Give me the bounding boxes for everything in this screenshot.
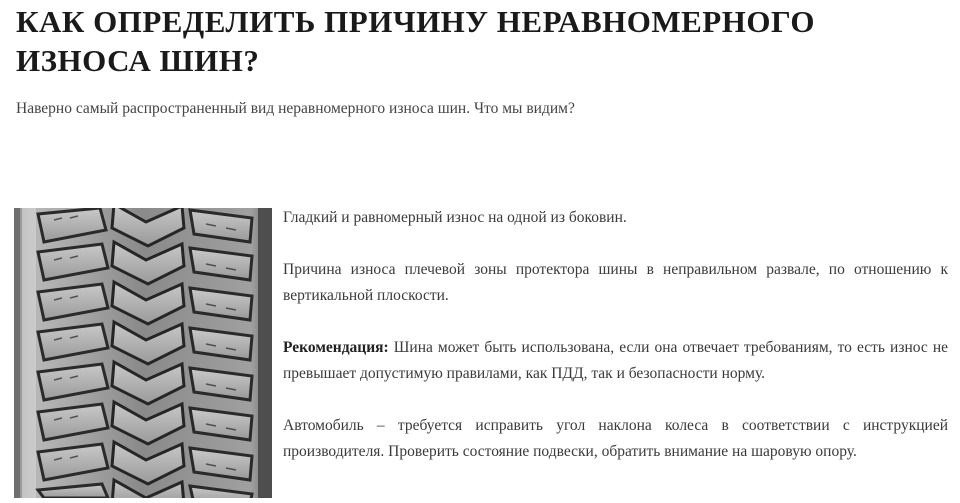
vehicle-fix: Автомобиль – требуется исправить угол наклона колеса в соответствии с инструкцией производителя. Проверить состояние подвески, обратить внимание на шаровую опору. xyxy=(283,417,948,460)
wear-cause: Причина износа плечевой зоны протектора шины в неправильном развале, по отношению к вертикальной плоскости. xyxy=(283,261,948,304)
recommendation xyxy=(283,335,948,387)
article-body xyxy=(283,205,948,465)
article-intro: Наверно самый распространенный вид неравномерного износа шин. Что мы видим? xyxy=(16,100,575,117)
recommendation-label: Рекомендация: xyxy=(283,339,389,356)
wear-description: Гладкий и равномерный износ на одной из боковин. xyxy=(283,209,627,226)
recommendation-text: Шина может быть использована, если она отвечает требованиям, то есть износ не превышает допустимую правилами, как ПДД, так и безопасности норму. xyxy=(283,339,948,382)
worn-tire-photo xyxy=(14,208,272,498)
article-title: КАК ОПРЕДЕЛИТЬ ПРИЧИНУ НЕРАВНОМЕРНОГО ИЗНОСА ШИН? xyxy=(16,4,816,78)
